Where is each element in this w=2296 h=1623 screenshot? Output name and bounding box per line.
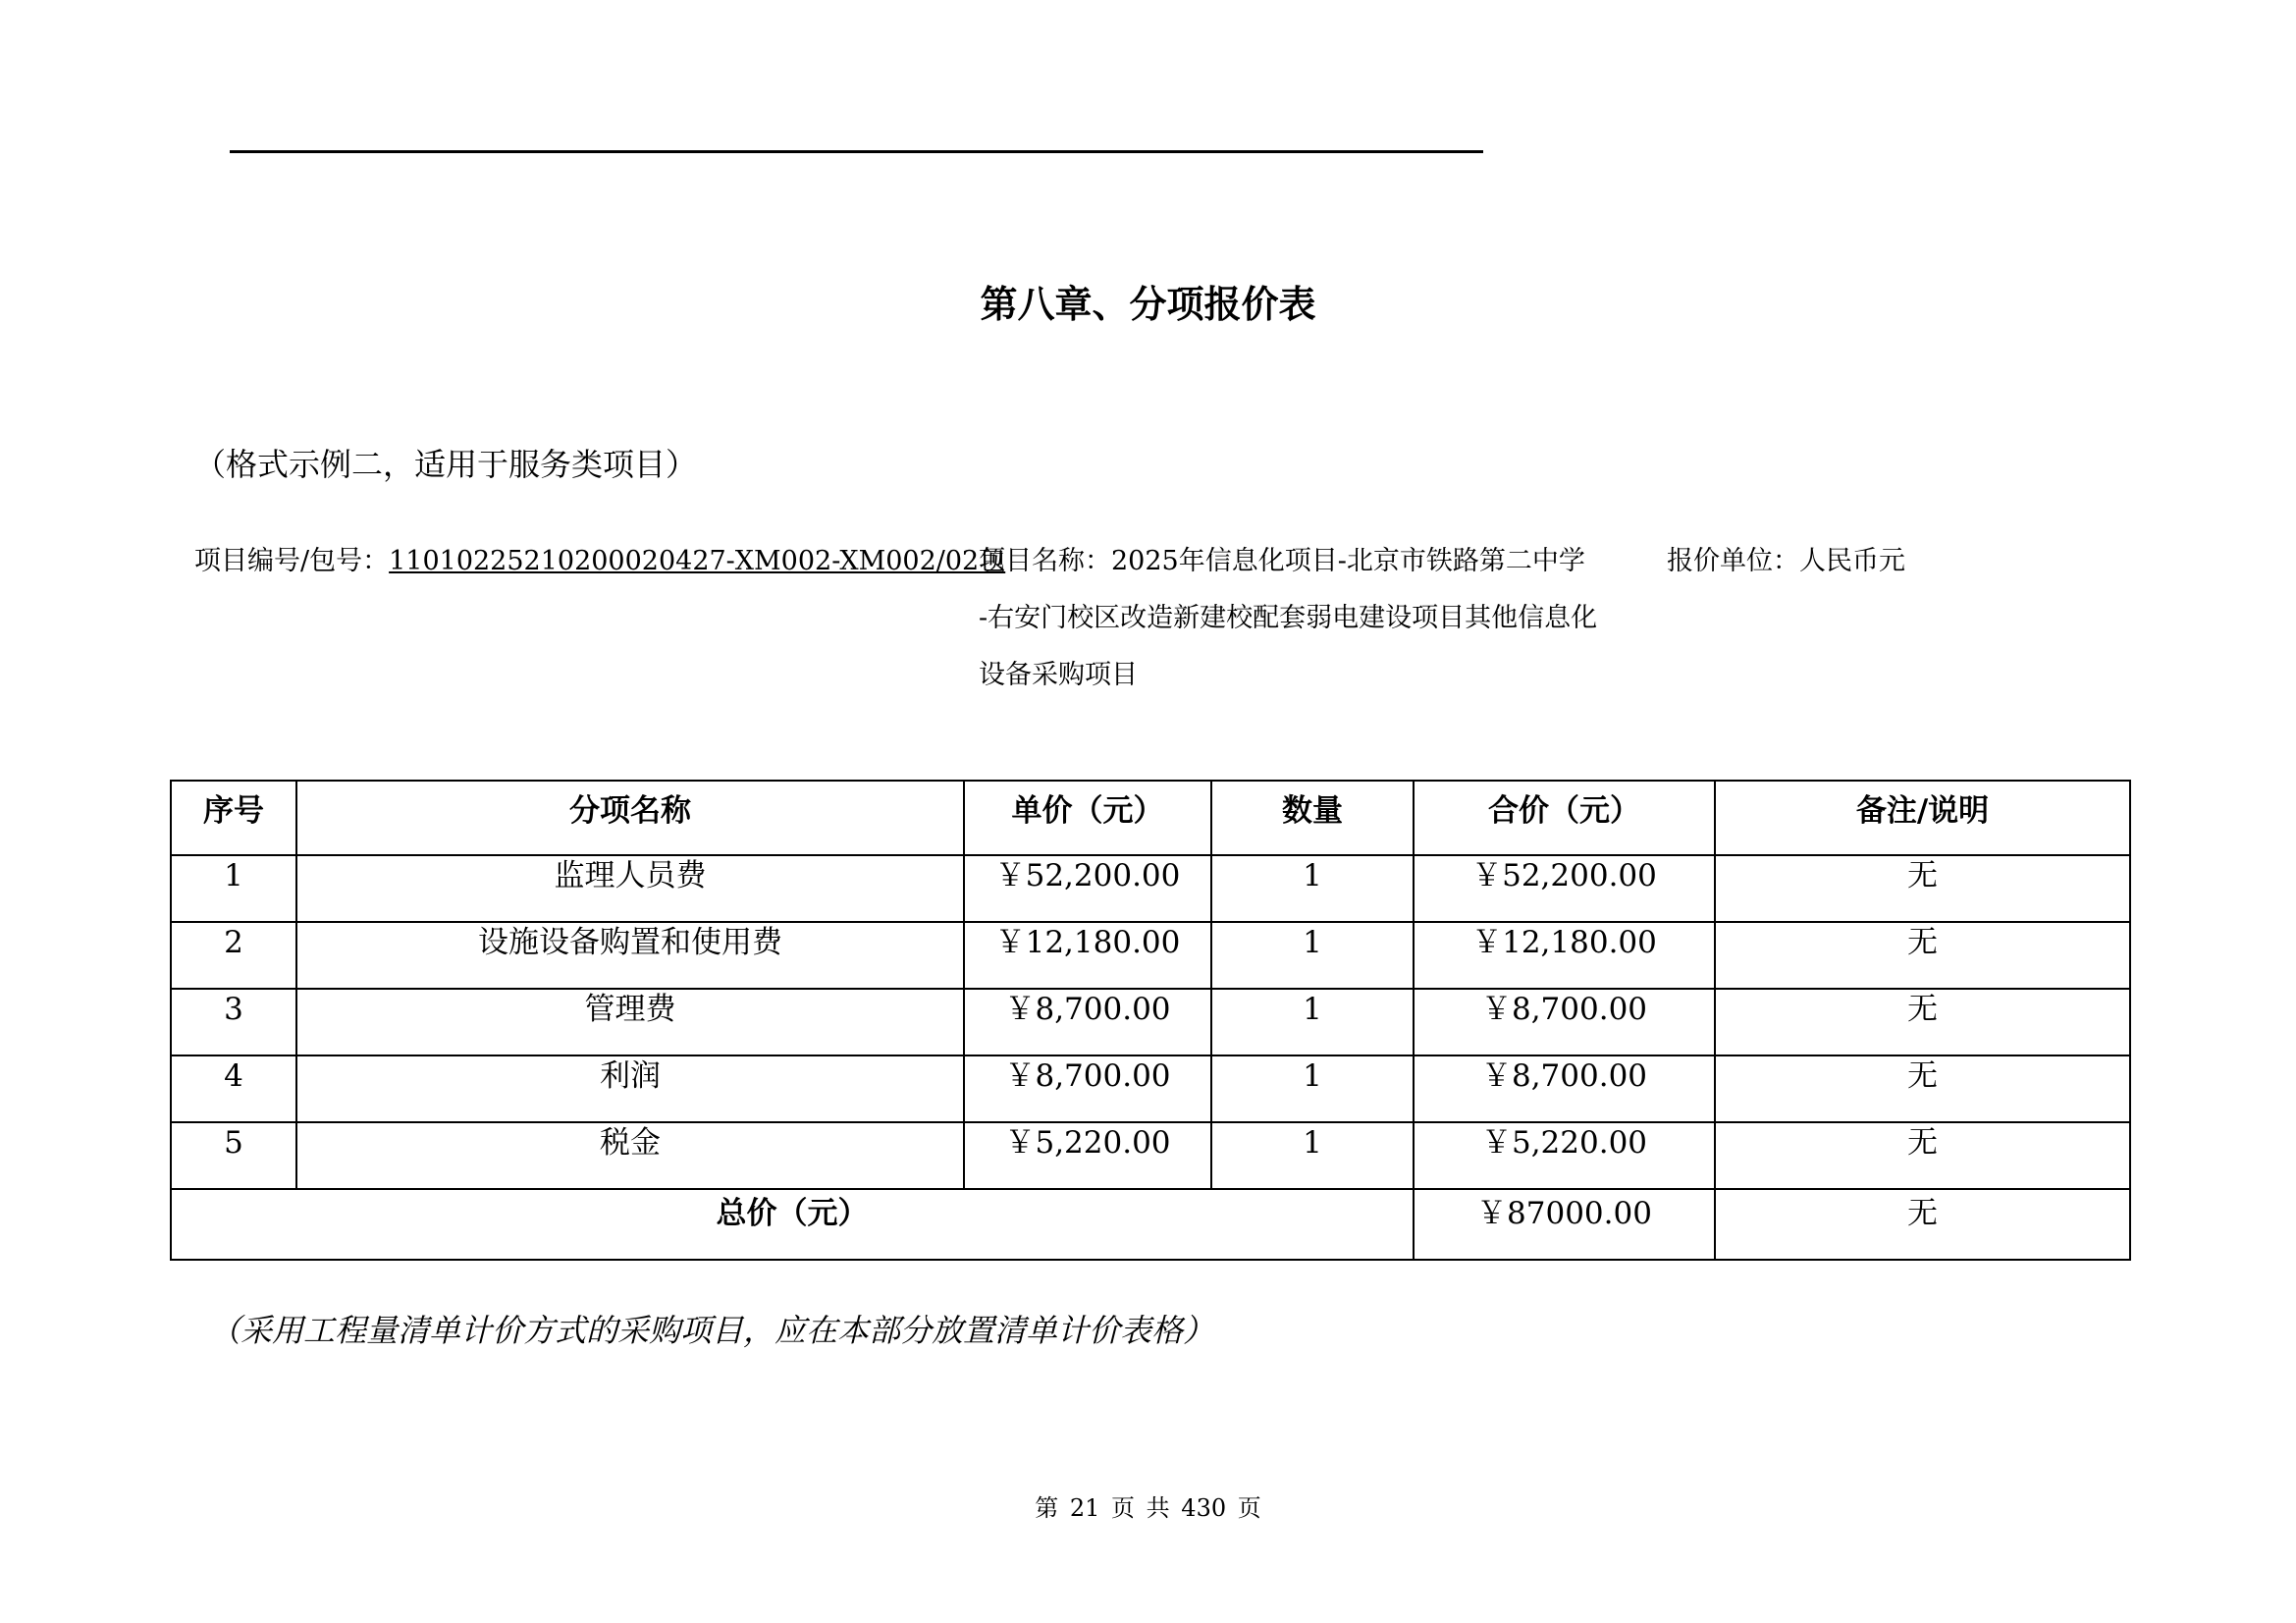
project-id-label: 项目编号/包号： — [194, 546, 390, 576]
cell-seq: 3 — [171, 989, 296, 1055]
table-row — [171, 855, 2130, 922]
format-subtitle: （格式示例二，适用于服务类项目） — [194, 446, 698, 483]
header-note: 备注/说明 — [1715, 781, 2130, 855]
cell-name: 设施设备购置和使用费 — [296, 922, 964, 989]
cell-seq: 4 — [171, 1055, 296, 1122]
project-name-first-line — [979, 542, 1666, 599]
cell-name: 税金 — [296, 1122, 964, 1189]
cell-quantity: 1 — [1211, 989, 1414, 1055]
cell-unit-price: ￥52,200.00 — [964, 855, 1211, 922]
cell-quantity: 1 — [1211, 1122, 1414, 1189]
project-name-line2: -右安门校区改造新建校配套弱电建设项目其他信息化 — [979, 603, 1598, 633]
cell-name: 利润 — [296, 1055, 964, 1122]
quote-unit-label: 报价单位： — [1667, 546, 1799, 576]
cell-unit-price: ￥12,180.00 — [964, 922, 1211, 989]
header-quantity: 数量 — [1211, 781, 1414, 855]
header-seq: 序号 — [171, 781, 296, 855]
header-rule — [230, 150, 1483, 153]
table-row — [171, 1055, 2130, 1122]
header-total-price: 合价（元） — [1414, 781, 1715, 855]
project-id-value: 11010225210200020427-XM002-XM002/02包 — [389, 546, 1006, 576]
project-name-block — [979, 542, 1666, 713]
project-name-line3: 设备采购项目 — [979, 660, 1138, 690]
cell-name: 管理费 — [296, 989, 964, 1055]
total-label: 总价（元） — [171, 1189, 1414, 1260]
cell-total-price: ￥8,700.00 — [1414, 1055, 1715, 1122]
cell-note: 无 — [1715, 855, 2130, 922]
cell-total-price: ￥52,200.00 — [1414, 855, 1715, 922]
header-unit-price: 单价（元） — [964, 781, 1211, 855]
quote-unit-block — [1667, 542, 1905, 581]
cell-quantity: 1 — [1211, 855, 1414, 922]
cell-note: 无 — [1715, 989, 2130, 1055]
cell-total-price: ￥12,180.00 — [1414, 922, 1715, 989]
quote-table — [170, 780, 2131, 1261]
total-value: ￥87000.00 — [1414, 1189, 1715, 1260]
cell-name: 监理人员费 — [296, 855, 964, 922]
cell-note: 无 — [1715, 922, 2130, 989]
table-header-row — [171, 781, 2130, 855]
cell-seq: 2 — [171, 922, 296, 989]
table-row — [171, 922, 2130, 989]
cell-unit-price: ￥8,700.00 — [964, 989, 1211, 1055]
cell-unit-price: ￥5,220.00 — [964, 1122, 1211, 1189]
cell-seq: 1 — [171, 855, 296, 922]
cell-seq: 5 — [171, 1122, 296, 1189]
cell-note: 无 — [1715, 1122, 2130, 1189]
project-id-block — [194, 542, 1005, 581]
header-name: 分项名称 — [296, 781, 964, 855]
table-total-row — [171, 1189, 2130, 1260]
cell-quantity: 1 — [1211, 922, 1414, 989]
quote-unit-value: 人民币元 — [1799, 546, 1905, 576]
cell-total-price: ￥5,220.00 — [1414, 1122, 1715, 1189]
cell-quantity: 1 — [1211, 1055, 1414, 1122]
project-name-label: 项目名称： — [979, 546, 1111, 576]
page-title: 第八章、分项报价表 — [980, 283, 1316, 326]
page-number: 第 21 页 共 430 页 — [1035, 1494, 1261, 1522]
table-row — [171, 989, 2130, 1055]
table-row — [171, 1122, 2130, 1189]
footnote: （采用工程量清单计价方式的采购项目，应在本部分放置清单计价表格） — [209, 1312, 1215, 1349]
cell-note: 无 — [1715, 1055, 2130, 1122]
project-name-line1: 2025年信息化项目-北京市铁路第二中学 — [1111, 546, 1585, 576]
total-note: 无 — [1715, 1189, 2130, 1260]
cell-unit-price: ￥8,700.00 — [964, 1055, 1211, 1122]
cell-total-price: ￥8,700.00 — [1414, 989, 1715, 1055]
